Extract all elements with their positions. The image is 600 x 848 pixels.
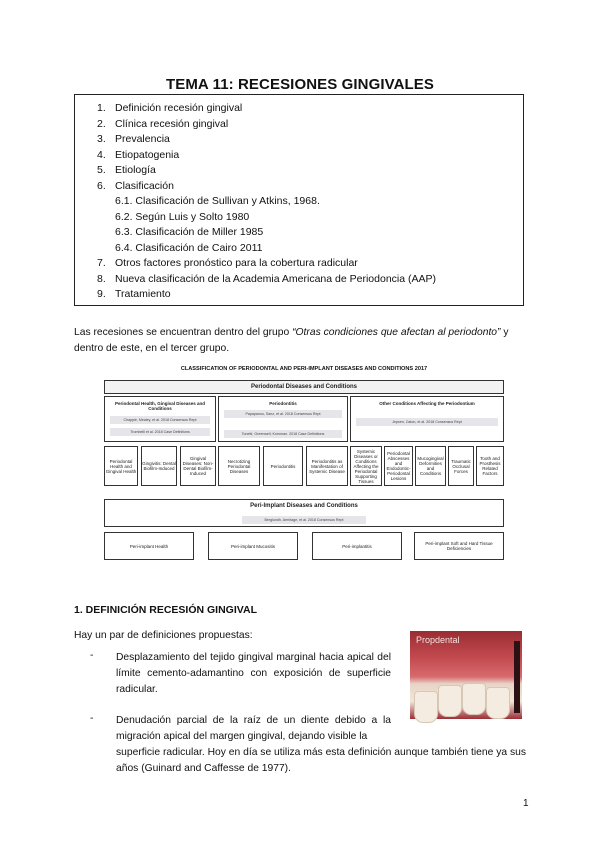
toc-sub-6-2: 6.2. Según Luis y Solto 1980	[115, 211, 250, 223]
bullet-dash-2: -	[90, 713, 94, 724]
toc-sub-6-1: 6.1. Clasificación de Sullivan y Atkins, 1968.	[115, 195, 320, 207]
toc-sub-6-4: 6.4. Clasificación de Cairo 2011	[115, 242, 263, 254]
figure-pill-tonetti: Tonetti, Greenwell, Kornman. 2018 Case Definitions	[224, 430, 342, 438]
figure-leaf-3: Gingival Diseases: Non-Dental Biofilm-Induced	[180, 446, 216, 486]
figure-leaf-6: Periodontitis as Manifestation of Systemic Disease	[306, 446, 348, 486]
intro-paragraph: Las recesiones se encuentran dentro del grupo “Otras condiciones que afectan al periodonto” y dentro de este, en el tercer grupo.	[74, 327, 509, 354]
definition-bullet-1: Desplazamiento del tejido gingival marginal hacia apical del límite cemento-adamantino con exposición de superficie radicular.	[116, 652, 391, 695]
figure-leaf-10: Traumatic Occlusal Forces	[448, 446, 474, 486]
photo-side-strip	[514, 641, 520, 713]
figure-col-health: Periodontal Health, Gingival Diseases and Conditions	[104, 396, 216, 442]
classification-figure	[102, 364, 506, 572]
figure-implant-leaf-2: Peri-implant Mucositis	[208, 532, 298, 560]
figure-leaf-1: Periodontal Health and Gingival Health	[104, 446, 138, 486]
photo-watermark: Propdental	[416, 635, 460, 645]
photo-tooth	[414, 691, 438, 723]
figure-leaf-7: Systemic Diseases or Conditions Affecting the Periodontal Supporting Tissues	[350, 446, 382, 486]
figure-pill-berglundh: Berglundh, Armitage, et al. 2018 Consensus Rept	[242, 516, 366, 524]
definition-bullet-2-cont: superficie radicular. Hoy en día se utiliza más esta definición aunque también tiene ya sus años (Guinard and Caffesse de 1977).	[116, 747, 526, 774]
figure-implant-leaf-3: Peri-implantitis	[312, 532, 402, 560]
figure-col-periodontitis: Periodontitis	[218, 396, 348, 442]
figure-implant-leaf-4: Peri-implant Soft and Hard Tissue Deficiencies	[414, 532, 504, 560]
figure-leaf-11: Tooth and Prosthesis Related Factors	[476, 446, 504, 486]
figure-pill-chapple: Chapple, Mealey, et al. 2018 Consensus Rept	[110, 416, 210, 424]
section-heading-1: 1. DEFINICIÓN RECESIÓN GINGIVAL	[74, 604, 257, 616]
gingival-recession-photo	[410, 631, 522, 719]
figure-top-header: Periodontal Diseases and Conditions	[104, 380, 504, 394]
photo-tooth	[438, 685, 462, 717]
photo-tooth	[486, 687, 510, 719]
photo-tooth	[462, 683, 486, 715]
figure-leaf-2: Gingivitis: Dental Biofilm-Induced	[141, 446, 177, 486]
figure-leaf-5: Periodontitis	[263, 446, 303, 486]
bullet-dash-1: -	[90, 650, 94, 661]
figure-col-other: Other Conditions Affecting the Periodontium	[350, 396, 504, 442]
toc-sub-6-3: 6.3. Clasificación de Miller 1985	[115, 226, 264, 238]
page-number: 1	[523, 798, 529, 809]
table-of-contents: 1. Definición recesión gingival 2. Clínica recesión gingival 3. Prevalencia 4. Etiopatogenia 5. Etiología 6. Clasificación 6.1. Clasificación de Sullivan y Atkins, 1968. 6.2. Según Luis y Solto 1980 6.3. Clasificación de Miller 1985 6.4. Clasificación de Cairo 2011 7. Otros factores pronóstico para la cobertura radicular 8. Nueva clasificación de la Academia Americana de Periodoncia (AAP) 9. Tratamiento	[74, 94, 524, 306]
definition-bullet-2: Denudación parcial de la raíz de un diente debido a la migración apical del margen gingival, dejando visible la	[116, 715, 391, 742]
figure-leaf-4: Necrotizing Periodontal Diseases	[218, 446, 260, 486]
figure-pill-trombelli: Trombelli et al. 2018 Case Definitions	[110, 428, 210, 436]
section-lead: Hay un par de definiciones propuestas:	[74, 630, 253, 641]
figure-title: CLASSIFICATION OF PERIODONTAL AND PERI-IMPLANT DISEASES AND CONDITIONS 2017	[180, 366, 428, 372]
intro-quote: “Otras condiciones que afectan al periodonto”	[292, 327, 501, 338]
page-title: TEMA 11: RECESIONES GINGIVALES	[165, 76, 435, 93]
figure-implant-header: Peri-Implant Diseases and Conditions	[104, 499, 504, 527]
figure-implant-leaf-1: Peri-implant Health	[104, 532, 194, 560]
figure-pill-papapanou: Papapanou, Sanz, et al. 2018 Consensus Rept	[224, 410, 342, 418]
figure-pill-jepsen: Jepsen, Caton, et al. 2018 Consensus Rept	[356, 418, 498, 426]
figure-leaf-9: Mucogingival Deformities and Conditions	[415, 446, 446, 486]
figure-leaf-8: Periodontal Abscesses and Endodontic-Periodontal Lesions	[384, 446, 413, 486]
